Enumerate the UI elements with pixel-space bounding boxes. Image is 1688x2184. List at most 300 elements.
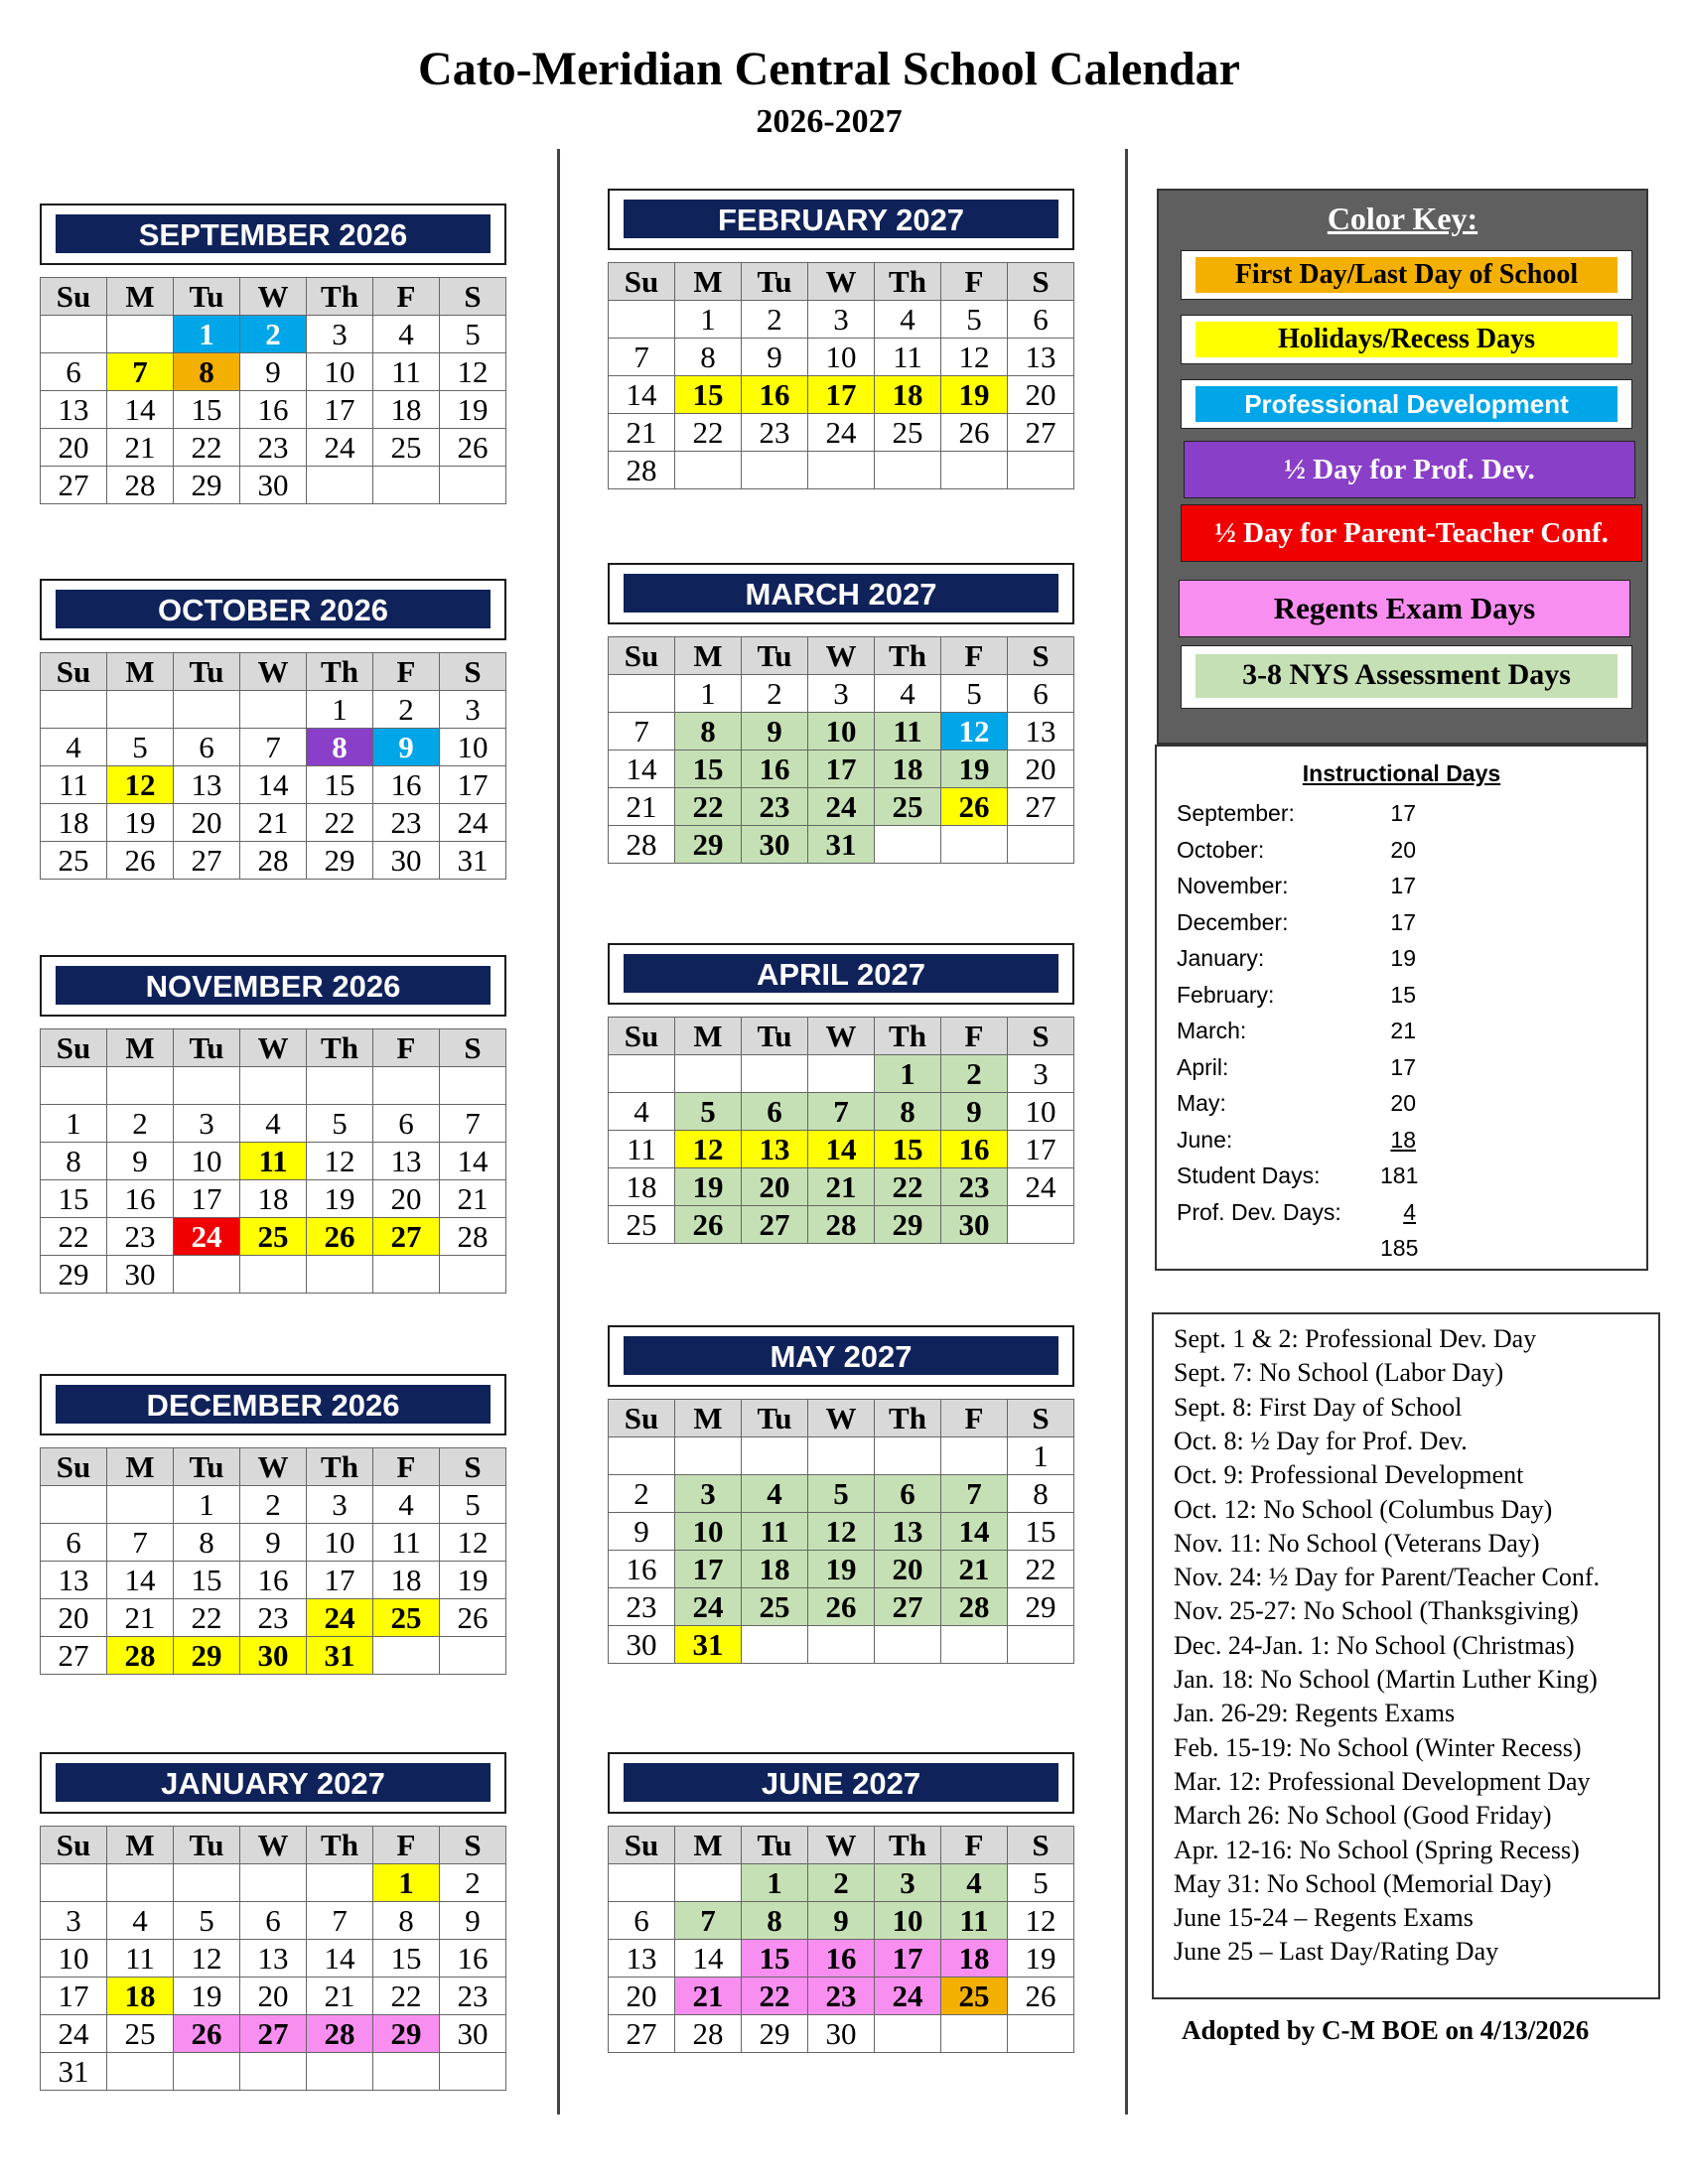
day-cell: 3 [307,316,373,353]
date-note: Sept. 8: First Day of School [1174,1392,1463,1422]
weekday-header: F [941,637,1008,675]
day-cell: 28 [240,842,307,880]
day-cell: 19 [808,1551,875,1588]
week-row [609,1055,1074,1093]
empty-day-cell [1008,1206,1074,1244]
empty-day-cell [41,1864,107,1902]
day-cell: 19 [941,376,1008,414]
day-cell: 21 [808,1168,875,1206]
day-cell: 6 [875,1475,941,1513]
week-row [609,1588,1074,1626]
day-cell: 20 [240,1978,307,2015]
day-cell: 30 [808,2015,875,2053]
day-cell: 15 [307,766,373,804]
day-cell: 31 [41,2053,107,2091]
empty-day-cell [875,2015,941,2053]
empty-day-cell [875,1437,941,1475]
day-cell: 14 [675,1940,742,1978]
day-cell: 30 [941,1206,1008,1244]
day-cell: 21 [941,1551,1008,1588]
day-cell: 29 [875,1206,941,1244]
day-cell: 7 [307,1902,373,1940]
instructional-days-title: Instructional Days [1302,760,1501,786]
month-december-2026 [40,1374,506,1675]
day-cell: 16 [440,1940,506,1978]
week-row [609,713,1074,751]
day-cell: 1 [742,1864,808,1902]
empty-day-cell [41,1486,107,1524]
month-table [608,636,1074,864]
date-note: Jan. 26-29: Regents Exams [1174,1699,1456,1728]
day-cell: 25 [373,1599,440,1637]
day-cell: 16 [240,1562,307,1599]
day-cell: 31 [675,1626,742,1664]
week-row [41,2015,506,2053]
weekday-header: W [240,653,307,691]
week-row [41,842,506,880]
day-cell: 11 [875,339,941,376]
day-cell: 3 [808,301,875,339]
day-cell: 8 [875,1093,941,1131]
key-half-day-prof-dev: ½ Day for Prof. Dev. [1184,441,1635,498]
weekday-header: W [808,1400,875,1437]
day-cell: 17 [875,1940,941,1978]
day-cell: 20 [875,1551,941,1588]
day-cell: 6 [1008,301,1074,339]
day-cell: 4 [875,301,941,339]
week-row [41,1902,506,1940]
week-row [41,804,506,842]
week-row [41,1637,506,1675]
weekday-header: M [107,1448,174,1486]
empty-day-cell [609,1055,675,1093]
week-row [609,1206,1074,1244]
day-cell: 28 [609,452,675,489]
month-header [608,189,1074,250]
day-cell: 4 [875,675,941,713]
weekday-header: Tu [742,263,808,301]
day-cell: 26 [174,2015,240,2053]
instructional-row [1177,1127,1475,1162]
weekday-header: Th [875,263,941,301]
day-cell: 4 [41,729,107,766]
day-cell: 2 [941,1055,1008,1093]
month-table [608,1017,1074,1244]
empty-day-cell [675,1864,742,1902]
day-cell: 18 [742,1551,808,1588]
instructional-value: 17 [1390,1053,1416,1080]
week-row [41,1105,506,1143]
instructional-row [1177,1054,1475,1090]
day-cell: 28 [107,1637,174,1675]
day-cell: 14 [240,766,307,804]
day-cell: 27 [41,467,107,504]
day-cell: 20 [174,804,240,842]
empty-day-cell [373,2053,440,2091]
day-cell: 22 [675,788,742,826]
day-cell: 24 [875,1978,941,2015]
weekday-header: Su [609,1827,675,1864]
empty-day-cell [174,1067,240,1105]
day-cell: 5 [675,1093,742,1131]
day-cell: 22 [675,414,742,452]
empty-day-cell [440,1067,506,1105]
week-row [41,2053,506,2091]
day-cell: 7 [609,713,675,751]
day-cell: 4 [609,1093,675,1131]
week-row [609,376,1074,414]
day-cell: 11 [373,1524,440,1562]
week-row [609,1475,1074,1513]
empty-day-cell [107,2053,174,2091]
date-note: Nov. 11: No School (Veterans Day) [1174,1528,1540,1558]
instructional-label: November: [1177,873,1289,898]
day-cell: 23 [240,1599,307,1637]
month-october-2026 [40,579,506,880]
weekday-header: S [1008,1827,1074,1864]
day-cell: 27 [1008,414,1074,452]
day-cell: 16 [742,376,808,414]
empty-day-cell [174,1256,240,1294]
day-cell: 24 [440,804,506,842]
day-cell: 19 [941,751,1008,788]
weekday-header: F [373,1448,440,1486]
instructional-value: 20 [1390,1090,1416,1116]
day-cell: 14 [609,376,675,414]
weekday-header: F [941,1400,1008,1437]
weekday-header: M [675,637,742,675]
page-title: Cato-Meridian Central School Calendar [418,43,1240,95]
day-cell: 14 [941,1513,1008,1551]
day-cell: 3 [174,1105,240,1143]
color-key [1157,189,1648,745]
day-cell: 12 [941,339,1008,376]
day-cell: 15 [373,1940,440,1978]
day-cell: 19 [675,1168,742,1206]
weekday-header: F [941,1827,1008,1864]
instructional-label: January: [1177,945,1265,971]
day-cell: 15 [1008,1513,1074,1551]
month-table [608,1826,1074,2053]
day-cell: 13 [174,766,240,804]
day-cell: 13 [742,1131,808,1168]
day-cell: 2 [808,1864,875,1902]
day-cell: 1 [675,675,742,713]
weekday-header: W [240,1827,307,1864]
empty-day-cell [307,1864,373,1902]
empty-day-cell [41,316,107,353]
empty-day-cell [808,1626,875,1664]
weekday-header: Th [307,278,373,316]
empty-day-cell [941,826,1008,864]
day-cell: 19 [440,391,506,429]
day-cell: 7 [675,1902,742,1940]
day-cell: 5 [1008,1864,1074,1902]
empty-day-cell [373,467,440,504]
month-table [40,277,506,504]
empty-day-cell [307,1256,373,1294]
weekday-header: S [440,1827,506,1864]
day-cell: 20 [609,1978,675,2015]
weekday-header: S [1008,1400,1074,1437]
day-cell: 22 [742,1978,808,2015]
day-cell: 22 [307,804,373,842]
key-nys-label: 3-8 NYS Assessment Days [1196,654,1618,698]
weekday-header: Tu [742,1827,808,1864]
day-cell: 23 [808,1978,875,2015]
instructional-label: May: [1177,1090,1226,1116]
day-cell: 12 [675,1131,742,1168]
day-cell: 26 [1008,1978,1074,2015]
date-note: Nov. 25-27: No School (Thanksgiving) [1174,1596,1579,1626]
date-note: June 25 – Last Day/Rating Day [1174,1937,1499,1967]
day-cell: 23 [941,1168,1008,1206]
day-cell: 9 [240,353,307,391]
week-row [609,1513,1074,1551]
day-cell: 11 [107,1940,174,1978]
day-cell: 24 [307,429,373,467]
day-cell: 29 [1008,1588,1074,1626]
date-note: Nov. 24: ½ Day for Parent/Teacher Conf. [1174,1563,1600,1592]
day-cell: 14 [107,391,174,429]
weekday-header: Su [609,1400,675,1437]
day-cell: 14 [609,751,675,788]
empty-day-cell [742,1437,808,1475]
empty-day-cell [675,1055,742,1093]
empty-day-cell [373,1256,440,1294]
empty-day-cell [240,691,307,729]
instructional-label: Prof. Dev. Days: [1177,1198,1341,1225]
instructional-label: September: [1177,800,1295,826]
weekday-header: Su [609,263,675,301]
weekday-header: Su [41,278,107,316]
day-cell: 8 [1008,1475,1074,1513]
day-cell: 30 [107,1256,174,1294]
day-cell: 8 [675,713,742,751]
empty-day-cell [1008,452,1074,489]
month-title: MAY 2027 [624,1336,1058,1375]
instructional-label: Student Days: [1177,1162,1321,1188]
month-header [608,1752,1074,1814]
instructional-row [1177,1018,1475,1053]
empty-day-cell [941,2015,1008,2053]
day-cell: 13 [240,1940,307,1978]
week-row [609,751,1074,788]
empty-day-cell [675,452,742,489]
month-header [608,943,1074,1005]
day-cell: 17 [307,1562,373,1599]
empty-day-cell [240,1256,307,1294]
day-cell: 11 [941,1902,1008,1940]
day-cell: 11 [609,1131,675,1168]
day-cell: 4 [373,1486,440,1524]
weekday-header: S [1008,637,1074,675]
instructional-label: October: [1177,836,1265,863]
key-first-last-day [1181,250,1632,300]
instructional-row [1177,982,1475,1018]
day-cell: 6 [174,729,240,766]
weekday-header: W [808,263,875,301]
day-cell: 29 [675,826,742,864]
day-cell: 9 [808,1902,875,1940]
day-cell: 27 [609,2015,675,2053]
day-cell: 10 [440,729,506,766]
day-cell: 8 [174,1524,240,1562]
weekday-header: M [675,1827,742,1864]
empty-day-cell [1008,1626,1074,1664]
day-cell: 26 [808,1588,875,1626]
week-row [609,301,1074,339]
weekday-header: Th [307,1448,373,1486]
weekday-header: F [373,278,440,316]
day-cell: 15 [41,1180,107,1218]
day-cell: 5 [808,1475,875,1513]
weekday-header: F [373,653,440,691]
day-cell: 25 [609,1206,675,1244]
week-row [609,1940,1074,1978]
day-cell: 7 [941,1475,1008,1513]
day-cell: 23 [440,1978,506,2015]
month-table [608,1399,1074,1664]
instructional-value: 15 [1390,981,1416,1008]
week-row [609,1437,1074,1475]
day-cell: 18 [373,391,440,429]
day-cell: 12 [107,766,174,804]
week-row [41,316,506,353]
weekday-header: W [240,1448,307,1486]
day-cell: 29 [174,1637,240,1675]
empty-day-cell [675,1437,742,1475]
day-cell: 17 [808,376,875,414]
day-cell: 15 [675,751,742,788]
day-cell: 24 [174,1218,240,1256]
date-note: Mar. 12: Professional Development Day [1174,1766,1591,1796]
day-cell: 13 [41,1562,107,1599]
week-row [609,339,1074,376]
weekday-header: Th [875,1018,941,1055]
day-cell: 8 [675,339,742,376]
day-cell: 5 [440,316,506,353]
weekday-header: Tu [174,1827,240,1864]
empty-day-cell [808,1437,875,1475]
day-cell: 24 [808,414,875,452]
day-cell: 15 [174,391,240,429]
date-note: May 31: No School (Memorial Day) [1174,1868,1552,1898]
date-note: Sept. 7: No School (Labor Day) [1174,1358,1504,1388]
week-row [609,2015,1074,2053]
day-cell: 17 [440,766,506,804]
day-cell: 23 [107,1218,174,1256]
month-title: OCTOBER 2026 [56,590,491,628]
day-cell: 23 [742,414,808,452]
month-table [40,1028,506,1294]
month-june-2027 [608,1752,1074,2053]
day-cell: 6 [609,1902,675,1940]
day-cell: 25 [41,842,107,880]
day-cell: 10 [808,713,875,751]
day-cell: 4 [107,1902,174,1940]
week-row [41,1143,506,1180]
month-september-2026 [40,204,506,504]
instructional-row [1177,1199,1475,1235]
day-cell: 23 [609,1588,675,1626]
week-row [609,788,1074,826]
weekday-header: Th [875,1400,941,1437]
day-cell: 29 [307,842,373,880]
day-cell: 5 [307,1105,373,1143]
weekday-header: W [808,1827,875,1864]
week-row [609,1978,1074,2015]
day-cell: 18 [41,804,107,842]
day-cell: 12 [307,1143,373,1180]
day-cell: 8 [41,1143,107,1180]
weekday-header: M [107,278,174,316]
empty-day-cell [440,2053,506,2091]
month-title: DECEMBER 2026 [56,1385,491,1424]
adoption-note: Adopted by C-M BOE on 4/13/2026 [1182,2015,1590,2045]
empty-day-cell [875,452,941,489]
weekday-header: Th [307,1827,373,1864]
date-note: Apr. 12-16: No School (Spring Recess) [1174,1835,1580,1864]
empty-day-cell [307,467,373,504]
empty-day-cell [875,826,941,864]
day-cell: 3 [808,675,875,713]
day-cell: 11 [41,766,107,804]
weekday-header: Su [41,1448,107,1486]
day-cell: 6 [41,1524,107,1562]
week-row [609,826,1074,864]
day-cell: 19 [174,1978,240,2015]
month-november-2026 [40,955,506,1294]
weekday-header: W [240,1029,307,1067]
instructional-row [1177,873,1475,908]
week-row [609,414,1074,452]
day-cell: 16 [941,1131,1008,1168]
day-cell: 1 [675,301,742,339]
instructional-value: 4 [1403,1198,1416,1225]
day-cell: 14 [808,1131,875,1168]
day-cell: 28 [675,2015,742,2053]
day-cell: 19 [1008,1940,1074,1978]
weekday-header: M [675,1018,742,1055]
day-cell: 21 [609,788,675,826]
day-cell: 3 [1008,1055,1074,1093]
instructional-row [1177,1235,1475,1271]
weekday-header: Su [41,1029,107,1067]
empty-day-cell [107,316,174,353]
empty-day-cell [440,1637,506,1675]
day-cell: 29 [742,2015,808,2053]
weekday-header: F [941,1018,1008,1055]
day-cell: 30 [240,467,307,504]
day-cell: 19 [440,1562,506,1599]
empty-day-cell [742,452,808,489]
day-cell: 8 [742,1902,808,1940]
week-row [41,429,506,467]
day-cell: 12 [440,353,506,391]
weekday-header: F [941,263,1008,301]
day-cell: 7 [240,729,307,766]
day-cell: 21 [107,429,174,467]
empty-day-cell [609,301,675,339]
day-cell: 17 [675,1551,742,1588]
instructional-row [1177,945,1475,981]
day-cell: 17 [307,391,373,429]
day-cell: 1 [174,1486,240,1524]
weekday-header: Tu [742,637,808,675]
day-cell: 1 [41,1105,107,1143]
day-cell: 29 [174,467,240,504]
